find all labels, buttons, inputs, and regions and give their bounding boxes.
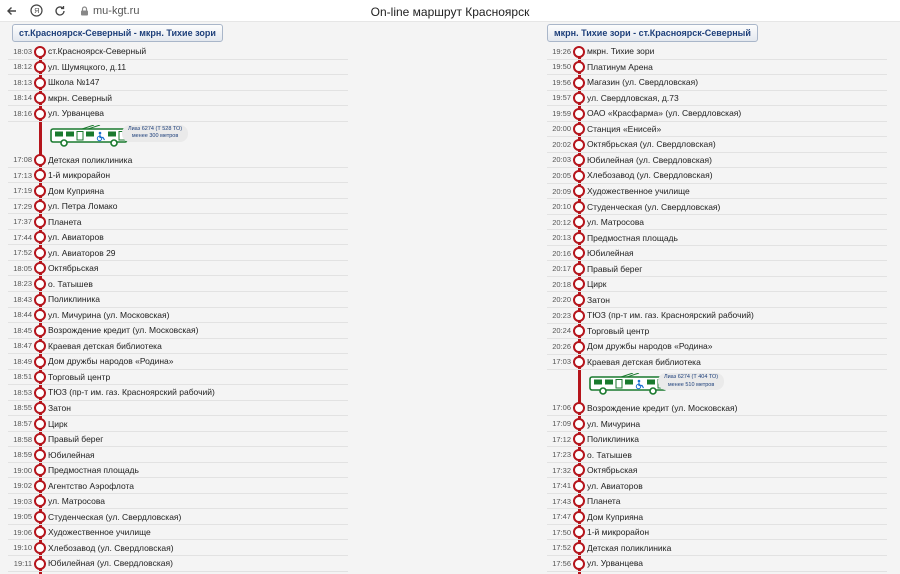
stop-dot (573, 341, 585, 353)
stop-name[interactable]: ул. Авиаторов (587, 480, 643, 491)
stop-row[interactable] (547, 91, 887, 107)
stop-dot (573, 449, 585, 461)
trolleybus-icon (589, 373, 669, 395)
stop-dot (34, 294, 46, 306)
stop-name[interactable]: о. Татышев (587, 449, 632, 460)
stop-dot (573, 356, 585, 368)
stop-dot (573, 495, 585, 507)
vehicle-info (658, 373, 724, 390)
stop-row[interactable] (8, 416, 348, 432)
stop-dot (34, 77, 46, 89)
stop-name[interactable]: Цирк (48, 418, 68, 429)
vehicle-marker[interactable] (8, 121, 348, 151)
vehicle-name: Лиаз 6274 (Т 404 ТО) (664, 374, 719, 381)
stop-name[interactable]: Октябрьская (ул. Свердловская) (587, 139, 716, 150)
stop-row[interactable] (8, 401, 348, 417)
stop-time: 18:03 (13, 46, 32, 56)
stop-row[interactable] (547, 153, 887, 169)
stop-row[interactable] (547, 106, 887, 122)
stop-dot (34, 542, 46, 554)
stop-time: 18:23 (13, 279, 32, 289)
stop-dot (34, 154, 46, 166)
stop-row[interactable] (547, 44, 887, 60)
stop-time: 20:17 (552, 264, 571, 274)
stop-dot (573, 154, 585, 166)
stop-row[interactable] (547, 246, 887, 262)
stop-name[interactable]: Краевая детская библиотека (48, 340, 162, 351)
stop-name[interactable]: ул. Авиаторов (48, 232, 104, 243)
arrow-left-icon (6, 5, 18, 17)
stop-row[interactable] (8, 292, 348, 308)
stop-row[interactable] (8, 323, 348, 339)
stop-time: 20:23 (552, 310, 571, 320)
stop-name[interactable]: Торговый центр (48, 371, 111, 382)
stop-name[interactable]: 1-й микрорайон (587, 527, 650, 538)
stop-row[interactable] (8, 261, 348, 277)
stop-dot (573, 123, 585, 135)
stop-row[interactable] (547, 401, 887, 417)
stop-name[interactable]: Краевая детская библиотека (587, 356, 701, 367)
stop-row[interactable] (547, 355, 887, 371)
stop-row[interactable] (547, 75, 887, 91)
yandex-icon (30, 4, 43, 17)
stop-dot (34, 480, 46, 492)
stop-dot (573, 216, 585, 228)
svg-text:Я: Я (33, 8, 39, 16)
stop-time: 20:02 (552, 139, 571, 149)
stop-name[interactable]: ул. Свердловская, д.73 (587, 92, 679, 103)
stop-row[interactable] (8, 509, 348, 525)
stop-dot (34, 387, 46, 399)
stop-row[interactable] (547, 556, 887, 572)
stop-dot (573, 263, 585, 275)
stop-dot (573, 232, 585, 244)
stop-dot (573, 170, 585, 182)
direction-header-backward[interactable]: мкрн. Тихие зори - ст.Красноярск-Северный (547, 24, 758, 42)
stop-time: 17:52 (13, 248, 32, 258)
stop-row[interactable] (8, 308, 348, 324)
stop-time: 17:06 (552, 403, 571, 413)
stop-name[interactable]: Правый берег (587, 263, 643, 274)
stop-time: 18:49 (13, 356, 32, 366)
stop-row[interactable] (8, 230, 348, 246)
stop-dot (573, 526, 585, 538)
stop-row[interactable] (8, 276, 348, 292)
trolleybus-icon (50, 125, 130, 147)
stop-time: 19:05 (13, 512, 32, 522)
stop-dot (34, 92, 46, 104)
stop-dot (34, 231, 46, 243)
stop-dot (34, 185, 46, 197)
stop-name[interactable]: Дом дружбы народов «Родина» (48, 356, 174, 367)
stop-row[interactable] (8, 525, 348, 541)
stop-name[interactable]: Агентство Аэрофлота (48, 480, 135, 491)
stop-time: 17:09 (552, 419, 571, 428)
stop-dot (34, 216, 46, 228)
stop-row[interactable] (547, 168, 887, 184)
stop-row[interactable] (547, 494, 887, 510)
stop-time: 18:45 (13, 325, 32, 335)
stop-dot (34, 449, 46, 461)
stop-row[interactable] (547, 60, 887, 76)
stop-time: 20:26 (552, 341, 571, 351)
stop-dot (573, 511, 585, 523)
stop-name[interactable]: ул. Мичурина (587, 418, 641, 429)
stop-row[interactable] (547, 230, 887, 246)
stop-time: 20:24 (552, 326, 571, 336)
stop-row[interactable] (8, 478, 348, 494)
stop-name[interactable]: ул. Авиаторов 29 (48, 247, 116, 258)
stop-time: 17:32 (552, 465, 571, 475)
stop-time: 17:08 (13, 155, 32, 164)
vehicle-marker[interactable] (547, 369, 887, 399)
stop-time: 17:41 (552, 481, 571, 491)
stop-name[interactable]: ОАО «Красфарма» (ул. Свердловская) (587, 108, 742, 119)
stop-dot (34, 511, 46, 523)
stop-time: 19:10 (13, 543, 32, 553)
stop-time: 17:29 (13, 201, 32, 211)
vehicle-distance: менее 510 метров (667, 381, 715, 388)
stop-row[interactable] (547, 541, 887, 557)
stop-name[interactable]: ул. Матросова (48, 496, 106, 507)
stop-name[interactable]: Юбилейная (587, 248, 634, 259)
stop-row[interactable] (8, 432, 348, 448)
stop-dot (573, 185, 585, 197)
stop-name[interactable]: Детская поликлиника (48, 154, 133, 165)
stop-name[interactable]: ул. Урванцева (587, 558, 643, 569)
stop-name[interactable]: Хлебозавод (ул. Свердловская) (587, 170, 713, 181)
stop-dot (34, 262, 46, 274)
stop-dot (573, 77, 585, 89)
stop-name[interactable]: ул. Шумяцкого, д.11 (48, 61, 127, 72)
stop-time: 20:05 (552, 170, 571, 180)
stop-row[interactable] (547, 324, 887, 340)
stop-time: 18:51 (13, 372, 32, 382)
stop-row[interactable] (8, 385, 348, 401)
stop-dot (34, 495, 46, 507)
stop-row[interactable] (547, 122, 887, 138)
stop-name[interactable]: Дом Куприяна (48, 185, 105, 196)
stop-dot (573, 294, 585, 306)
stop-row[interactable] (547, 416, 887, 432)
stop-row[interactable] (8, 91, 348, 107)
trolleybus[interactable] (589, 373, 669, 400)
stop-name[interactable]: Станция «Енисей» (587, 123, 662, 134)
stop-dot (573, 325, 585, 337)
stop-name[interactable]: Предмостная площадь (587, 232, 678, 243)
stop-dot (573, 402, 585, 414)
stop-time: 20:20 (552, 295, 571, 305)
stop-time: 20:00 (552, 124, 571, 134)
direction-header-forward[interactable]: ст.Красноярск-Северный - мкрн. Тихие зори (12, 24, 223, 42)
stop-dot (34, 247, 46, 259)
stop-name[interactable]: Юбилейная (48, 449, 95, 460)
stop-dot (34, 402, 46, 414)
stop-time: 19:56 (552, 77, 571, 87)
stop-name[interactable]: Поликлиника (48, 294, 100, 305)
stop-name[interactable]: Предмостная площадь (48, 465, 139, 476)
stop-time: 17:56 (552, 558, 571, 568)
stop-row[interactable] (8, 183, 348, 199)
stop-row[interactable] (8, 354, 348, 370)
reload-button[interactable] (48, 0, 72, 22)
stop-time: 17:43 (552, 496, 571, 506)
stop-name[interactable]: Дом Куприяна (587, 511, 644, 522)
stop-row[interactable] (8, 463, 348, 479)
stop-dot (573, 108, 585, 120)
stop-dot (573, 558, 585, 570)
stop-name[interactable]: ул. Урванцева (48, 108, 104, 119)
stop-dot (573, 480, 585, 492)
lock-icon (80, 6, 89, 16)
stop-time: 19:06 (13, 527, 32, 537)
stop-name[interactable]: ТЮЗ (пр-т им. газ. Красноярский рабочий) (48, 387, 215, 398)
stop-row[interactable] (8, 339, 348, 355)
stop-time: 20:12 (552, 217, 571, 227)
stop-row[interactable] (8, 214, 348, 230)
stop-name[interactable]: Юбилейная (ул. Свердловская) (587, 154, 712, 165)
stop-name[interactable]: Затон (48, 402, 71, 413)
stop-time: 18:43 (13, 294, 32, 304)
stop-time: 18:13 (13, 77, 32, 87)
stop-dot (34, 433, 46, 445)
stop-row[interactable] (8, 106, 348, 122)
stop-row[interactable] (547, 308, 887, 324)
stop-name[interactable]: Магазин (ул. Свердловская) (587, 77, 699, 88)
stop-time: 18:59 (13, 450, 32, 460)
stop-name[interactable]: Дом дружбы народов «Родина» (587, 341, 713, 352)
stop-time: 17:52 (552, 543, 571, 553)
stop-time: 20:18 (552, 279, 571, 289)
stop-name[interactable]: мкрн. Северный (48, 92, 112, 103)
stop-time: 19:00 (13, 465, 32, 475)
stop-time: 17:19 (13, 186, 32, 196)
stop-dot (34, 526, 46, 538)
vehicle-info (122, 125, 188, 142)
stop-time: 18:55 (13, 403, 32, 413)
stop-time: 20:16 (552, 248, 571, 258)
stop-name[interactable]: ТЮЗ (пр-т им. газ. Красноярский рабочий) (587, 310, 754, 321)
yandex-logo[interactable] (24, 0, 48, 22)
stop-name[interactable]: Возрождение кредит (ул. Московская) (48, 325, 199, 336)
stop-time: 19:03 (13, 496, 32, 506)
stop-row[interactable] (547, 339, 887, 355)
stop-time: 20:13 (552, 233, 571, 243)
direction-forward (8, 22, 448, 574)
stop-row[interactable] (8, 556, 348, 572)
stop-name[interactable]: Школа №147 (48, 77, 100, 88)
stop-dot (573, 542, 585, 554)
stop-row[interactable] (8, 168, 348, 184)
stop-time: 17:50 (552, 527, 571, 537)
browser-toolbar (0, 0, 900, 22)
route-content (0, 22, 900, 574)
stop-row[interactable] (8, 541, 348, 557)
stop-dot (573, 418, 585, 430)
stop-time: 17:12 (552, 434, 571, 444)
stop-name[interactable]: 1-й микрорайон (48, 170, 111, 181)
stop-time: 19:50 (552, 62, 571, 72)
stop-row[interactable] (8, 199, 348, 215)
stop-dot (34, 278, 46, 290)
stop-row[interactable] (8, 152, 348, 168)
stop-dot (34, 356, 46, 368)
stop-row[interactable] (547, 184, 887, 200)
stop-name[interactable]: о. Татышев (48, 278, 93, 289)
vehicle-name: Лиаз 6274 (Т 528 ТО) (128, 125, 183, 132)
stop-time: 18:57 (13, 419, 32, 428)
stop-row[interactable] (547, 137, 887, 153)
stop-row[interactable] (547, 292, 887, 308)
stop-dot (573, 139, 585, 151)
stop-row[interactable] (547, 215, 887, 231)
stop-row[interactable] (547, 277, 887, 293)
stop-row[interactable] (547, 199, 887, 215)
stop-name[interactable]: Детская поликлиника (587, 542, 672, 553)
stop-time: 17:44 (13, 232, 32, 242)
stop-time: 18:44 (13, 310, 32, 320)
stop-dot (34, 108, 46, 120)
stop-time: 17:03 (552, 357, 571, 367)
stop-row[interactable] (8, 245, 348, 261)
stop-time: 20:09 (552, 186, 571, 196)
stop-name[interactable]: Затон (587, 294, 610, 305)
stop-name[interactable]: Возрождение кредит (ул. Московская) (587, 402, 738, 413)
url-text: mu-kgt.ru (93, 4, 140, 17)
stop-time: 20:03 (552, 155, 571, 165)
stop-dot (573, 92, 585, 104)
stop-time: 18:58 (13, 434, 32, 444)
stop-time: 19:57 (552, 93, 571, 103)
stop-time: 19:11 (13, 558, 32, 568)
page-title: On-line маршрут Красноярск (370, 5, 530, 19)
stop-dot (34, 418, 46, 430)
stop-row[interactable] (547, 463, 887, 479)
direction-backward (547, 22, 900, 574)
stop-row[interactable] (8, 447, 348, 463)
stop-dot (34, 61, 46, 73)
stop-name[interactable]: Юбилейная (ул. Свердловская) (48, 558, 173, 569)
stop-time: 18:12 (13, 62, 32, 72)
stop-row[interactable] (547, 447, 887, 463)
stop-name[interactable]: Поликлиника (587, 434, 639, 445)
stop-time: 19:59 (552, 108, 571, 118)
stop-time: 19:02 (13, 481, 32, 491)
stop-row[interactable] (547, 509, 887, 525)
trolleybus[interactable] (50, 125, 130, 152)
stop-name[interactable]: Студенческая (ул. Свердловская) (48, 511, 182, 522)
stop-name[interactable]: ул. Петра Ломако (48, 201, 118, 212)
stop-name[interactable]: Октябрьская (587, 465, 638, 476)
stop-dot (573, 46, 585, 58)
stop-name[interactable]: Правый берег (48, 434, 104, 445)
stop-time: 17:23 (552, 450, 571, 460)
stop-time: 18:14 (13, 93, 32, 103)
stop-name[interactable]: Художественное училище (48, 527, 151, 538)
stop-dot (573, 310, 585, 322)
stop-dot (34, 46, 46, 58)
stop-row[interactable] (8, 60, 348, 76)
stop-row[interactable] (547, 261, 887, 277)
stop-name[interactable]: ул. Матросова (587, 217, 645, 228)
stop-dot (34, 200, 46, 212)
stop-name[interactable]: Художественное училище (587, 186, 690, 197)
stop-name[interactable]: ст.Красноярск-Северный (48, 46, 147, 57)
stop-dot (34, 558, 46, 570)
stop-time: 18:16 (13, 108, 32, 118)
stop-time: 17:37 (13, 217, 32, 227)
address-bar[interactable] (80, 5, 139, 17)
stop-dot (573, 201, 585, 213)
stop-row[interactable] (8, 370, 348, 386)
stop-name[interactable]: ул. Мичурина (ул. Московская) (48, 309, 170, 320)
stop-dot (34, 371, 46, 383)
reload-icon (54, 5, 66, 17)
stop-name[interactable]: Октябрьская (48, 263, 99, 274)
stop-time: 20:10 (552, 202, 571, 212)
back-button[interactable] (0, 0, 24, 22)
stop-dot (34, 325, 46, 337)
stop-dot (34, 464, 46, 476)
vehicle-distance: менее 300 метров (131, 133, 179, 140)
stop-name[interactable]: Торговый центр (587, 325, 650, 336)
stop-name[interactable]: Хлебозавод (ул. Свердловская) (48, 542, 174, 553)
stop-dot (573, 464, 585, 476)
stop-time: 18:53 (13, 387, 32, 397)
stop-row[interactable] (547, 478, 887, 494)
stop-row[interactable] (547, 432, 887, 448)
stop-name[interactable]: Платинум Арена (587, 61, 653, 72)
stop-row[interactable] (8, 44, 348, 60)
stop-dot (34, 340, 46, 352)
stop-dot (573, 433, 585, 445)
stop-dot (34, 169, 46, 181)
stop-dot (573, 278, 585, 290)
stop-name[interactable]: Студенческая (ул. Свердловская) (587, 201, 721, 212)
stop-name[interactable]: Цирк (587, 279, 607, 290)
stop-row[interactable] (547, 525, 887, 541)
stop-time: 18:05 (13, 263, 32, 273)
stop-time: 19:26 (552, 46, 571, 56)
stop-time: 17:13 (13, 170, 32, 180)
stop-name[interactable]: Планета (48, 216, 82, 227)
stop-dot (573, 247, 585, 259)
stop-time: 17:47 (552, 512, 571, 522)
stop-name[interactable]: Планета (587, 496, 621, 507)
stop-time: 18:47 (13, 341, 32, 351)
stop-row[interactable] (8, 494, 348, 510)
stop-name[interactable]: мкрн. Тихие зори (587, 46, 655, 57)
stop-dot (573, 61, 585, 73)
stop-row[interactable] (8, 75, 348, 91)
stop-dot (34, 309, 46, 321)
